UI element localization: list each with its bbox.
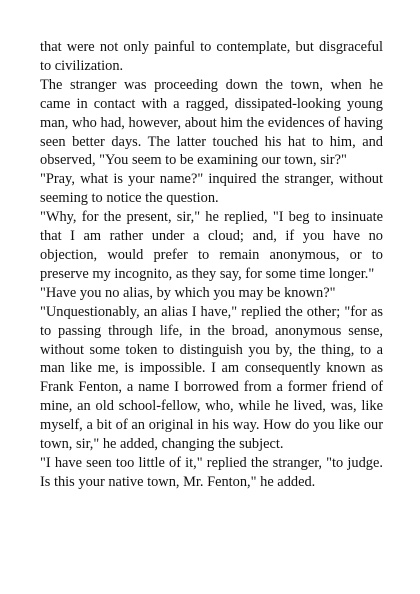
paragraph-4: "Why, for the present, sir," he replied, "I beg to insinuate that I am rather under a cloud; and, if you have no objection, would prefer to remain anonymous, or to preserve my incognito, as they say, for some time longer." bbox=[40, 209, 383, 282]
page-text bbox=[40, 38, 383, 492]
paragraph-1: that were not only painful to contemplate, but disgraceful to civilization. bbox=[40, 39, 383, 74]
paragraph-2: The stranger was proceeding down the town, when he came in contact with a ragged, dissipated-looking young man, who had, however, about him the evidences of having seen better days. The latter touched his hat to him, and observed, "You seem to be examining our town, sir?" bbox=[40, 76, 383, 169]
paragraph-7: "I have seen too little of it," replied the stranger, "to judge. Is this your native town, Mr. Fenton," he added. bbox=[40, 454, 383, 490]
paragraph-5: "Have you no alias, by which you may be known?" bbox=[40, 284, 336, 301]
paragraph-3: "Pray, what is your name?" inquired the stranger, without seeming to notice the question. bbox=[40, 171, 383, 207]
paragraph-6: "Unquestionably, an alias I have," replied the other; "for as to passing through life, in the broad, anonymous sense, without some token to distinguish you by, the thing, to a man like me, is impossible. I am consequently known as Frank Fenton, a name I borrowed from a former friend of mine, an old school-fellow, who, while he lived, was, like myself, a bit of an original in his way. How do you like our town, sir," he added, changing the subject. bbox=[40, 303, 383, 453]
